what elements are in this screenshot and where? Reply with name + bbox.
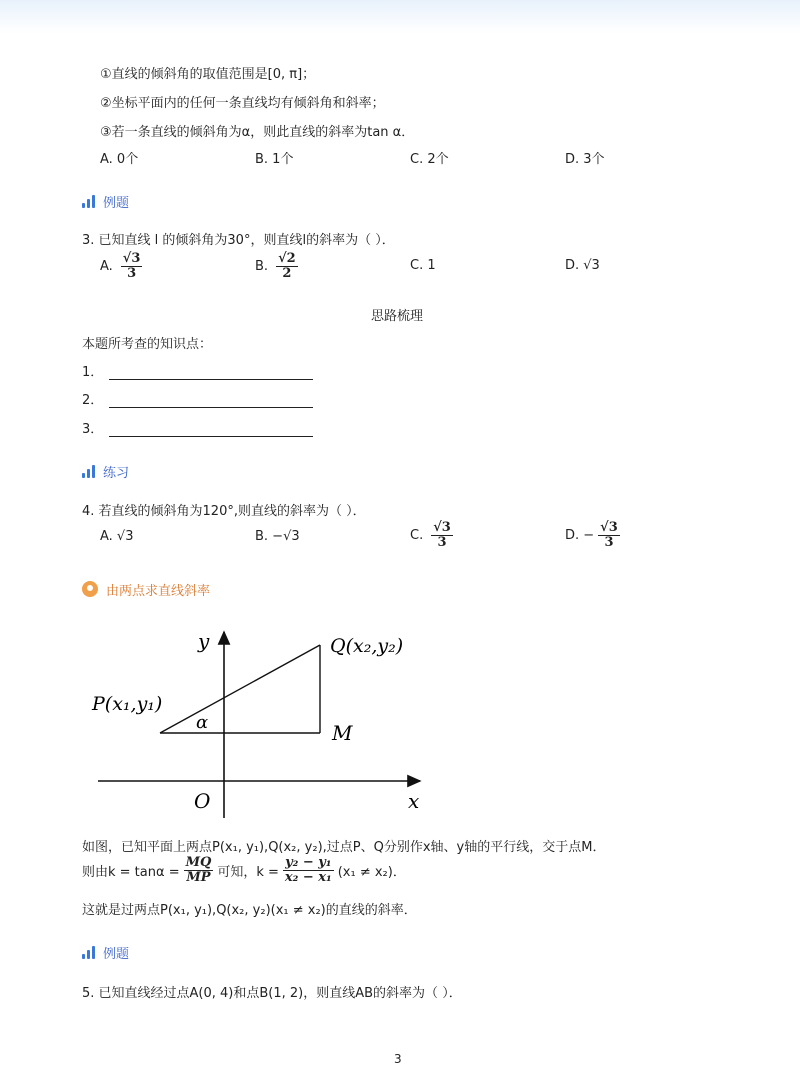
q4-option-a[interactable]: A. √3 [100,529,134,544]
blank-underline [109,395,313,408]
blank-underline [109,367,313,380]
origin-label: O [194,789,211,813]
frac-denominator: x₂ − x₁ [284,869,332,885]
frac-numerator: √3 [122,251,141,266]
q2-option-b[interactable]: B. 1个 [255,152,294,167]
section-title: 例题 [103,195,130,211]
option-label: C. [410,527,424,543]
frac-numerator: √3 [433,520,451,535]
bar-chart-icon [82,946,95,959]
q4-option-c[interactable] [410,521,453,549]
q2-option-a[interactable]: A. 0个 [100,152,139,167]
thinking-intro: 本题所考查的知识点： [82,337,213,352]
frac-denominator: 3 [127,265,137,281]
line-pq [160,645,320,733]
blank-line-1[interactable] [82,361,313,380]
blank-underline [109,424,313,437]
statement-1: ①直线的倾斜角的取值范围是[0, π]； [100,67,316,82]
angle-alpha-label: α [196,712,209,733]
statement-2: ②坐标平面内的任何一条直线均有倾斜角和斜率； [100,96,385,111]
bar-chart-icon [82,465,95,478]
frac-numerator: MQ [185,855,212,870]
section-topic [82,580,210,598]
blank-number: 2． [82,393,104,408]
frac-denominator: 3 [437,534,447,550]
q3-option-d[interactable]: D. √3 [565,258,600,273]
blank-line-3[interactable] [82,418,313,437]
q4-option-d[interactable] [565,521,620,549]
section-practice [82,462,129,480]
point-m-label: M [332,721,353,745]
blank-number: 1． [82,365,104,380]
blank-number: 3． [82,422,104,437]
frac-numerator: y₂ − y₁ [285,855,332,870]
explanation-line-2 [82,856,406,884]
lightbulb-icon [82,581,98,597]
formula-text: 可知，k = [217,864,279,880]
option-label: D. − [565,527,595,543]
q3-option-a[interactable] [100,252,142,280]
formula-text: (x₁ ≠ x₂)． [337,864,406,880]
frac-numerator: √3 [600,520,618,535]
q4-option-b[interactable]: B. −√3 [255,529,300,544]
section-title: 由两点求直线斜率 [106,583,211,599]
bar-chart-icon [82,195,95,208]
option-label: B. [255,258,269,274]
frac-denominator: 2 [282,265,292,281]
frac-denominator: 3 [604,534,614,550]
formula-text: 则由k = tanα = [82,864,180,880]
q3-option-b[interactable] [255,252,298,280]
page-number: 3 [394,1052,402,1066]
section-example-1 [82,192,129,210]
point-q-label: Q(x₂,y₂) [330,635,404,657]
section-title: 例题 [103,946,130,962]
y-axis-label: y [198,629,210,653]
frac-numerator: √2 [278,251,296,266]
frac-denominator: MP [186,869,211,885]
header-band [0,0,800,34]
explanation-line-3: 这就是过两点P(x₁, y₁),Q(x₂, y₂)(x₁ ≠ x₂)的直线的斜率． [82,903,417,918]
q3-stem: 3. 已知直线 l 的倾斜角为30°，则直线l的斜率为（ ）． [82,233,395,248]
section-example-2 [82,943,129,961]
x-axis-label: x [408,789,420,813]
blank-line-2[interactable] [82,389,313,408]
point-p-label: P(x₁,y₁) [92,693,163,715]
section-title: 练习 [103,465,130,481]
explanation-line-1: 如图，已知平面上两点P(x₁, y₁),Q(x₂, y₂),过点P、Q分别作x轴、y轴的平行线，交于点M． [82,840,606,855]
q2-option-c[interactable]: C. 2个 [410,152,449,167]
slope-diagram [80,620,440,820]
option-label: A. [100,258,113,274]
statement-3: ③若一条直线的倾斜角为α，则此直线的斜率为tan α． [100,125,415,140]
q5-stem: 5. 已知直线经过点A(0, 4)和点B(1, 2)，则直线AB的斜率为（ ）． [82,986,462,1001]
q4-stem: 4. 若直线的倾斜角为120°,则直线的斜率为（ ）． [82,504,366,519]
q3-option-c[interactable]: C. 1 [410,258,436,273]
q2-option-d[interactable]: D. 3个 [565,152,605,167]
thinking-title: 思路梳理 [371,309,424,324]
